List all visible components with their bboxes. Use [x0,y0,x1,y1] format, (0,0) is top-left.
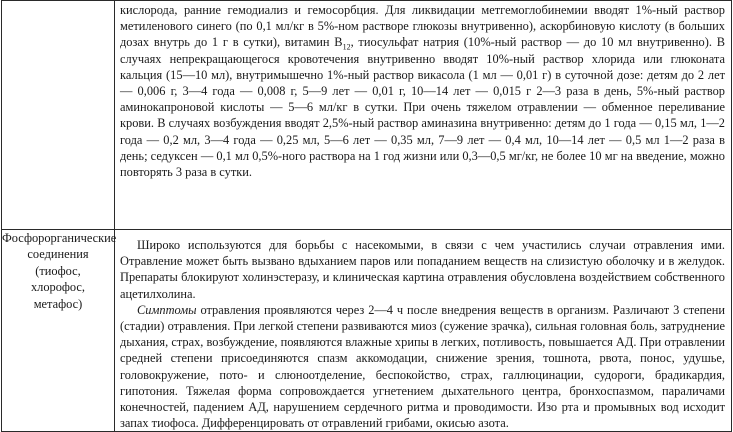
description-text-cell [115,230,732,432]
text-after-subscript: , тиосульфат натрия (10%-ный раствор — до 10 мл внутривенно). В случаях непрекращающегося кровотечения внутривенно вводят 10%-ный раствор хлорида или глюконата кальция (15—10 мл), внутримышечно 1%-ный раствор викасола (1 мл — 0,01 г) в суточной дозе: детям до 2 лет — 0,006 г, 3—4 года — 0,008 г, 5—9 лет — 0,01 г, 10—14 лет — 0,015 г 2—3 раза в день, 5%-ный раствор аминокапроновой кислоты — 5—6 мл/кг в сутки. При очень тяжелом отравлении — обменное переливание крови. В случаях возбуждения вводят 2,5%-ный раствор аминазина внутривенно: детям до 1 года — 0,15 мл, 1—2 года — 0,2 мл, 3—4 года — 0,25 мл, 5—6 лет — 0,35 мл, 7—9 лет — 0,4 мл, 10—14 лет — 0,5 мл 1—2 раза в день; седуксен — 0,1 мл 0,5%-ного раствора на 1 год жизни или 0,3—0,5 мг/кг, не более 10 мг на введение, можно повторять 3 раза в сутки. [120,35,725,180]
poisoning-table [1,0,732,432]
symptoms-paragraph [120,302,725,432]
description-paragraph: Широко используются для борьбы с насекомыми, в связи с чем участились случаи отравления ими. Отравление может быть вызвано вдыханием паров или попаданием веществ на слизистую оболочку и в желудок. Препараты блокируют холинэстеразу, и клиническая картина отравления обусловлена воздействием собственного ацетилхолина. [120,238,725,301]
substance-name-line: метафос) [33,296,83,311]
symptoms-label: Симптомы [137,302,197,317]
substance-name-cell [2,230,115,432]
symptoms-text: отравления проявляются через 2—4 ч после внедрения веществ в организм. Различают 3 степени (стадии) отравления. При легкой степени развиваются миоз (сужение зрачка), сильная головная боль, затруднение дыхания, страх, возбуждение, появляются влажные хрипы в легких, потливость, повышается АД. При отравлении средней степени присоединяются спазм аккомодации, снижение зрения, тошнота, рвота, понос, удушье, головокружение, пото- и слюноотделение, беспокойство, страх, галлюцинации, судороги, брадикардия, гипотония. Тяжелая форма сопровождается угнетением дыхательного центра, бронхоспазмом, параличами конечностей, падением АД, нарушением сердечного ритма и проводимости. Изо рта и промывных вод исходит запах тиофоса. Дифференцировать от отравлений грибами, окисью азота. [120,302,725,431]
substance-name-line: (тиофос, [35,263,81,278]
substance-name-line: хлорофос, [30,280,86,295]
table-row [2,1,732,230]
substance-name-cell-empty [2,1,115,230]
treatment-text-cell [115,1,732,230]
table-row [2,230,732,432]
vitamin-subscript: 12 [342,42,351,52]
substance-name-line: Фосфорорганические соединения [2,231,117,262]
text-before-subscript: кислорода, ранние гемодиализ и гемосорбция. Для ликвидации метгемоглобинемии вводят 1%-ный раствор метиленового синего (по 0,1 мл/кг в 5%-ном растворе глюкозы внутривенно), аскорбиновую кислоту (в больших дозах внутрь до 1 г в сутки), витамин В [120,3,725,50]
treatment-paragraph [120,2,725,180]
